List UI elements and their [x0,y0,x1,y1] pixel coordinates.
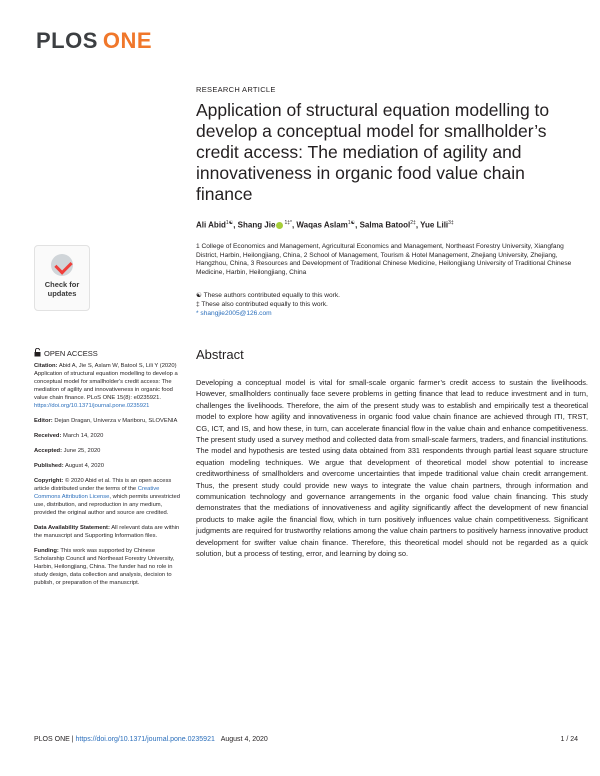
orcid-icon[interactable] [276,222,283,229]
journal-logo [36,28,152,54]
author-name[interactable]: Salma Batool [359,220,411,230]
check-for-updates-badge[interactable] [34,245,90,311]
page-number: 1 / 24 [560,736,578,743]
logo-plos: PLOS [36,28,98,53]
abstract-heading: Abstract [196,347,244,362]
abstract-text: Developing a conceptual model is vital for small-scale organic farmer’s credit access to sustain the livelihoods. However, smallholders continually face severe problems in getting finance that lead to reduce investment and in turn, challenges the livelihoods. Therefore, the aim of the present study was to establish and empirically test a theoretical model to explore how agility and innovativeness in organic food value chain finance are achieved through ITI, TRST, CG, ICT, and IS, and how these, in turn, can accelerate financial flow in the value chain and enhance competitiveness. The present study used a survey method and collected data from small-scale farmers, traders, and financial institutions. The model and hypothesis are tested using data obtained from 331 respondents through partial least square structure equation modeling techniques. We argue that development of theoretical model show potential to increase creditworthiness of smallholders and overcome uncertainties that impede traditional value chain credit arrangement. Thus, the present study could provide new ways to integrate the value chain partners, through information and communication technology and governance arrangements in the organic food value chain financing. This study demonstrates that the mediations of innovativeness and agility significantly affect the development of new financial products to make agile the financial flow, which in turn positively influences value chain competitiveness. Significant judgments are required for trustworthy relations among the value chain partners to positively harness innovative product development for swifter value chain finance. Therefore, this theoretical model should not be regarded as a quick solution, but a process of testing, error, and learning by doing so. [196,378,588,559]
article-info-sidebar [34,362,184,594]
open-lock-icon [34,348,41,357]
equal-contribution-note: ‡ These also contributed equally to this work. [196,301,328,308]
footer-date: August 4, 2020 [220,736,268,743]
citation-doi-link[interactable]: https://doi.org/10.1371/journal.pone.0235921 [34,403,150,409]
page-footer [34,736,579,743]
author-name[interactable]: Ali Abid [196,220,226,230]
open-access-label: OPEN ACCESS [34,348,98,358]
equal-contribution-note: ☯ These authors contributed equally to this work. [196,292,340,299]
data-availability: Data Availability Statement: All relevant data are within the manuscript and Supporting Information files. [34,525,180,539]
author-marks: 1☯ [347,220,356,226]
author-name[interactable]: Waqas Aslam [296,220,348,230]
accepted-date: Accepted: June 25, 2020 [34,448,101,454]
author-marks: 1‡* [284,220,292,226]
author-marks: 2‡ [410,220,416,226]
check-updates-label: Check for updates [44,280,80,298]
affiliations: 1 College of Economics and Management, Agricultural Economics and Management, Northeast Forestry University, Xiangfang District, Harbin, Heilongjiang, China, 2 School of Management, Tourism & Hotel Management, Zhejiang University, Zhejiang, Hangzhou, China, 3 Resources and Development of Traditional Chinese Medicine, Heilongjiang University of Traditional Chinese Medicine, Harbin, Heilongjiang, China [196,243,572,276]
author-name[interactable]: Yue Lili [420,220,449,230]
citation: Citation: Abid A, Jie S, Aslam W, Batool S, Lili Y (2020) Application of structural equation modelling to develop a conceptual model for smallholder's credit access: The mediation of agility and innovativeness in organic food value chain finance. PLoS ONE 15(8): e0235921. https://doi.org/10.1371/journal.pone.0235921 [34,363,178,409]
footer-journal: PLOS ONE | [34,736,74,743]
license-link[interactable]: Creative Commons Attribution License [34,486,160,500]
editor: Editor: Dejan Dragan, Univerza v Mariboru, SLOVENIA [34,418,178,424]
funding: Funding: This work was supported by Chinese Scholarship Council and Northeast Forestry University, Harbin, Heilongjiang, China. The funder had no role in study design, data collection and analysis, decision to publish, or preparation of the manuscript. [34,548,175,586]
copyright: Copyright: © 2020 Abid et al. This is an open access article distributed under the terms of the Creative Commons Attribution License, which permits unrestricted use, distribution, and reproduction in any medium, provided the original author and source are credited. [34,478,180,516]
footer-doi-link[interactable]: https://doi.org/10.1371/journal.pone.0235921 [75,736,215,743]
corresponding-email[interactable]: * shangjie2005@126.com [196,310,272,317]
logo-one: ONE [102,28,153,53]
author-notes [196,291,586,318]
author-list: Ali Abid$^{1☯}$, Shang Jie $^{1\ddagger*}$, Waqas Aslam$^{1☯}$, Salma Batool$^{2\ddagger}$, Yue Lili$^{3\ddagger}$ [196,220,454,230]
article-type: RESEARCH ARTICLE [196,85,276,94]
author-marks: 1☯ [225,220,234,226]
check-updates-icon [51,254,73,276]
published-date: Published: August 4, 2020 [34,463,104,469]
author-marks: 3‡ [448,220,454,226]
received-date: Received: March 14, 2020 [34,433,104,439]
author-name[interactable]: Shang Jie [237,220,276,230]
article-title: Application of structural equation modelling to develop a conceptual model for smallholder’s credit access: The mediation of agility and innovativeness in organic food value chain finance [196,100,550,204]
